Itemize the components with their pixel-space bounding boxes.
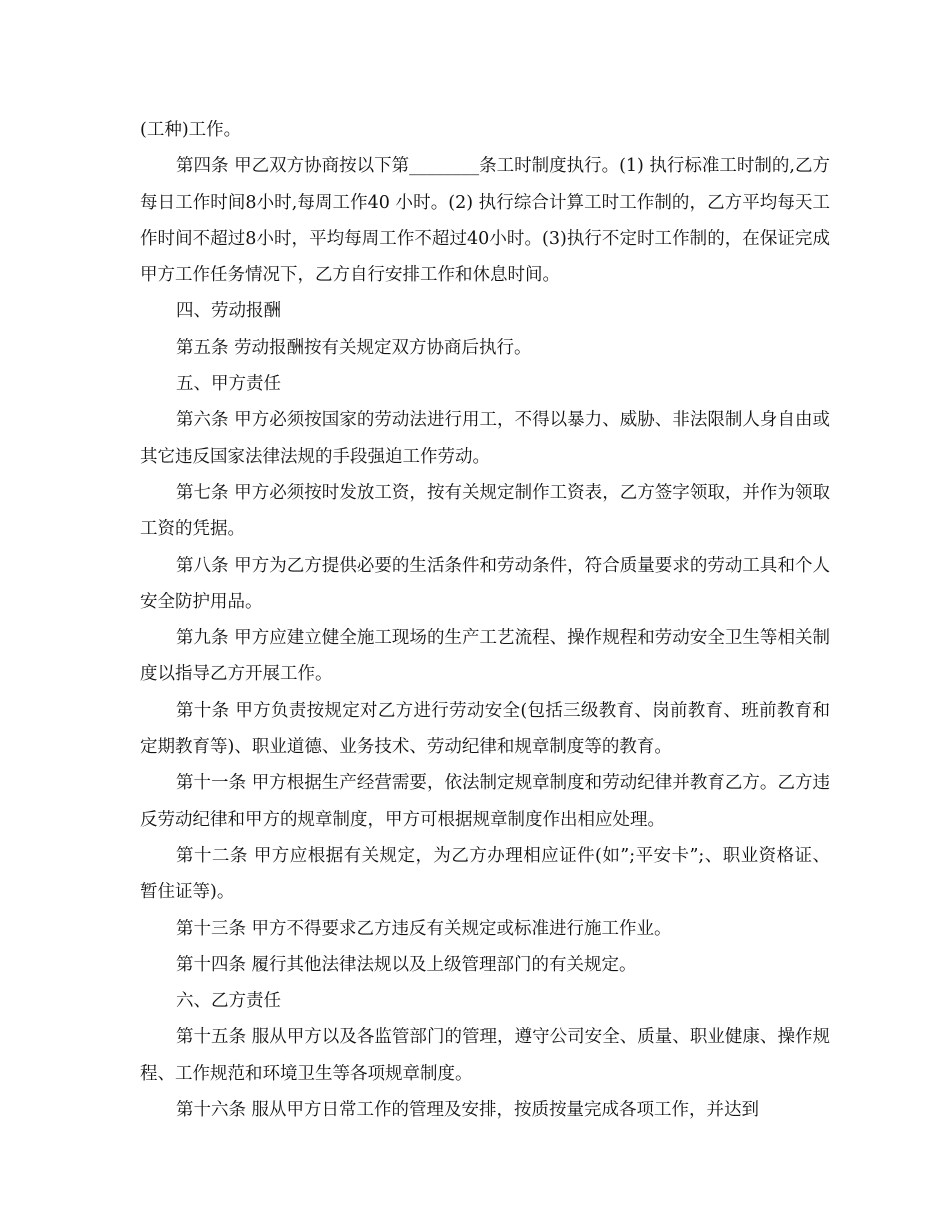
section-heading-labor-remuneration: 四、劳动报酬 xyxy=(176,301,281,322)
article-4-working-hours: 第四条 甲乙双方协商按以下第________条工时制度执行。(1) 执行标准工时制的,乙方每日工作时间8小时,每周工作40 小时。(2) 执行综合计算工时工作制的，乙方平均每天工作时间不超过8小时，平均每周工作不超过40小时。(3)执行不定时工作制的，在保证完成甲方工作任务情况下，乙方自行安排工作和休息时间。 xyxy=(140,156,830,286)
article-16: 第十六条 服从甲方日常工作的管理及安排，按质按量完成各项工作，并达到 xyxy=(176,1100,760,1121)
article-15: 第十五条 服从甲方以及各监管部门的管理，遵守公司安全、质量、职业健康、操作规程、工作规范和环境卫生等各项规章制度。 xyxy=(140,1027,830,1084)
continuation-line: (工种)工作。 xyxy=(140,120,242,140)
article-12: 第十二条 甲方应根据有关规定，为乙方办理相应证件(如”;平安卡”;、职业资格证、暂住证等)。 xyxy=(140,845,830,903)
article-5: 第五条 劳动报酬按有关规定双方协商后执行。 xyxy=(176,337,532,358)
article-9: 第九条 甲方应建立健全施工现场的生产工艺流程、操作规程和劳动安全卫生等相关制度以指导乙方开展工作。 xyxy=(140,628,830,685)
article-7: 第七条 甲方必须按时发放工资，按有关规定制作工资表，乙方签字领取，并作为领取工资的凭据。 xyxy=(140,482,830,540)
article-10: 第十条 甲方负责按规定对乙方进行劳动安全(包括三级教育、岗前教育、班前教育和定期教育等)、职业道德、业务技术、劳动纪律和规章制度等的教育。 xyxy=(140,700,830,758)
section-heading-party-b-duties: 六、乙方责任 xyxy=(176,991,281,1012)
article-8: 第八条 甲方为乙方提供必要的生活条件和劳动条件，符合质量要求的劳动工具和个人安全防护用品。 xyxy=(140,555,830,612)
article-14: 第十四条 履行其他法律法规以及上级管理部门的有关规定。 xyxy=(176,954,637,975)
section-heading-party-a-duties: 五、甲方责任 xyxy=(176,374,281,395)
article-6: 第六条 甲方必须按国家的劳动法进行用工，不得以暴力、威胁、非法限制人身自由或其它违反国家法律法规的手段强迫工作劳动。 xyxy=(140,410,830,467)
article-13: 第十三条 甲方不得要求乙方违反有关规定或标准进行施工作业。 xyxy=(176,918,672,939)
document-body xyxy=(140,112,830,1128)
article-11: 第十一条 甲方根据生产经营需要，依法制定规章制度和劳动纪律并教育乙方。乙方违反劳动纪律和甲方的规章制度，甲方可根据规章制度作出相应处理。 xyxy=(140,773,830,830)
